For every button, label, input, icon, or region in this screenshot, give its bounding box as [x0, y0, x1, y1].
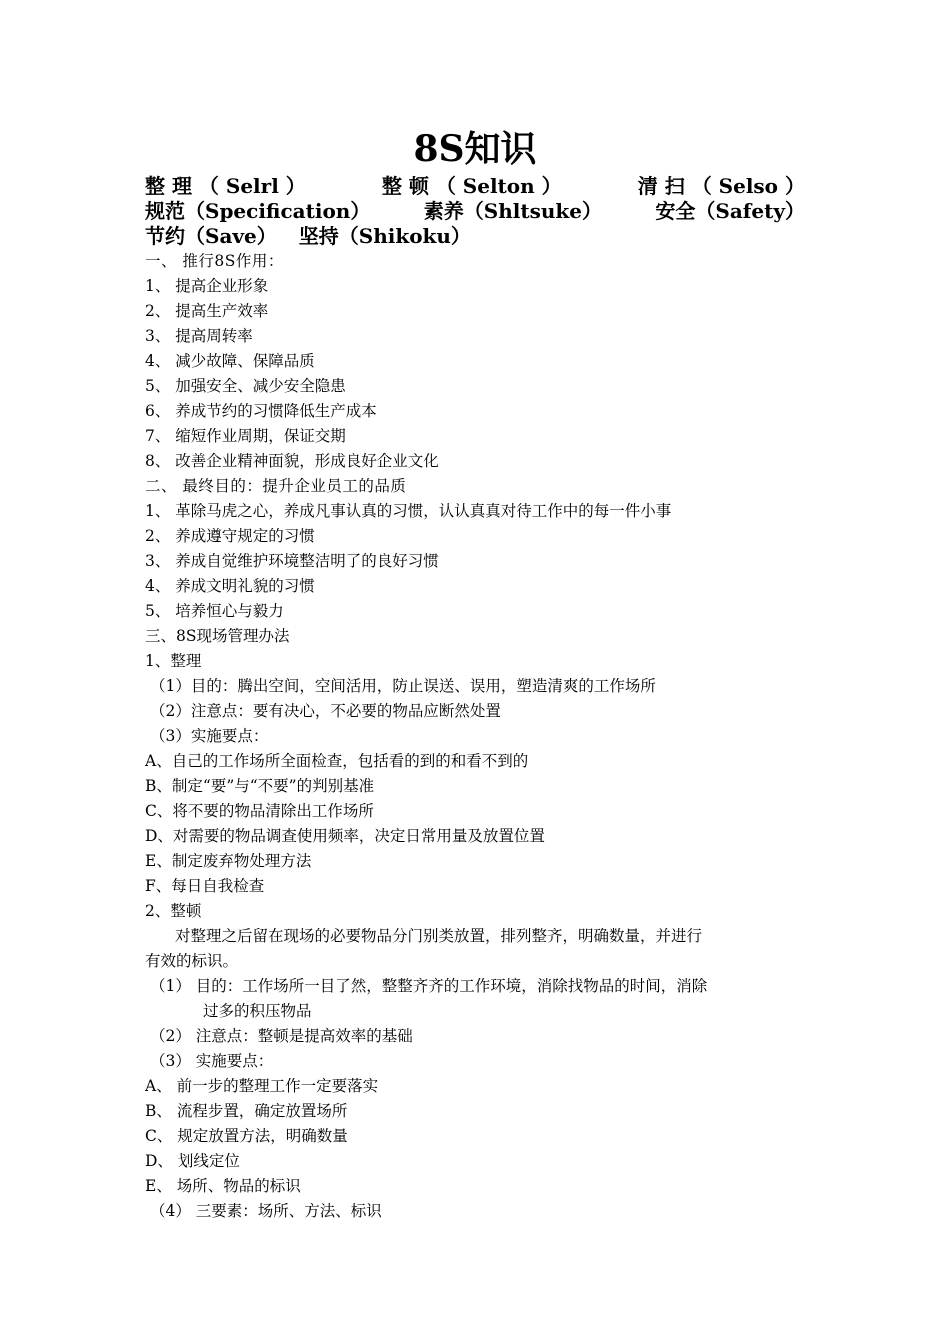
list-item: E、 场所、物品的标识 — [145, 1177, 301, 1195]
list-item: （2） 注意点：整顿是提高效率的基础 — [150, 1027, 413, 1045]
list-item: 6、 养成节约的习惯降低生产成本 — [145, 402, 377, 420]
section-heading: 三、8S现场管理办法 — [145, 627, 290, 645]
subsection-heading: 1、整理 — [145, 652, 202, 670]
list-item: 8、 改善企业精神面貌，形成良好企业文化 — [145, 452, 439, 470]
list-item-continuation: 过多的积压物品 — [203, 1002, 312, 1020]
list-item: 5、 加强安全、减少安全隐患 — [145, 377, 346, 395]
header-row-3 — [145, 224, 805, 249]
list-item: （1） 目的：工作场所一目了然，整整齐齐的工作环境，消除找物品的时间，消除 — [150, 977, 708, 995]
list-item: （4） 三要素：场所、方法、标识 — [150, 1202, 382, 1220]
header-term: 素养（Shltsuke） — [423, 199, 602, 223]
list-item: D、 划线定位 — [145, 1152, 240, 1170]
list-item: B、 流程步置，确定放置场所 — [145, 1102, 348, 1120]
list-item: 1、 提高企业形象 — [145, 277, 269, 295]
list-item: 4、 养成文明礼貌的习惯 — [145, 577, 315, 595]
list-item: A、 前一步的整理工作一定要落实 — [145, 1077, 379, 1095]
header-term: 规范（Specification） — [145, 199, 371, 223]
list-item: C、将不要的物品清除出工作场所 — [145, 802, 374, 820]
list-item: 5、 培养恒心与毅力 — [145, 602, 284, 620]
header-term: 节约（Save） — [145, 224, 277, 248]
list-item: 2、 提高生产效率 — [145, 302, 269, 320]
subsection-heading: 2、整顿 — [145, 902, 202, 920]
list-item: （2）注意点：要有决心，不必要的物品应断然处置 — [150, 702, 501, 720]
document-title: 8S知识 — [413, 128, 537, 170]
header-term: 清 扫 （ Selso ） — [637, 174, 805, 198]
list-item: 3、 提高周转率 — [145, 327, 253, 345]
section-heading: 二、 最终目的：提升企业员工的品质 — [145, 477, 407, 495]
list-item: D、对需要的物品调查使用频率，决定日常用量及放置位置 — [145, 827, 545, 845]
paragraph-line: 对整理之后留在现场的必要物品分门别类放置，排列整齐，明确数量，并进行 — [175, 927, 703, 945]
list-item: （1）目的：腾出空间，空间活用，防止误送、误用，塑造清爽的工作场所 — [150, 677, 656, 695]
list-item: F、每日自我检查 — [145, 877, 265, 895]
list-item: 1、 革除马虎之心，养成凡事认真的习惯，认认真真对待工作中的每一件小事 — [145, 502, 672, 520]
list-item: （3）实施要点： — [150, 727, 269, 745]
list-item: C、 规定放置方法，明确数量 — [145, 1127, 348, 1145]
header-term: 整 顿 （ Selton ） — [381, 174, 562, 198]
list-item: 7、 缩短作业周期，保证交期 — [145, 427, 346, 445]
list-item: A、自己的工作场所全面检查，包括看的到的和看不到的 — [145, 752, 529, 770]
list-item: B、制定“要”与“不要”的判别基准 — [145, 777, 375, 795]
list-item: E、制定废弃物处理方法 — [145, 852, 312, 870]
list-item: （3） 实施要点： — [150, 1052, 274, 1070]
header-term: 坚持（Shikoku） — [298, 224, 471, 248]
list-item: 3、 养成自觉维护环境整洁明了的良好习惯 — [145, 552, 439, 570]
paragraph-line: 有效的标识。 — [145, 952, 239, 970]
header-term: 整 理 （ Selrl ） — [145, 174, 306, 198]
list-item: 4、 减少故障、保障品质 — [145, 352, 315, 370]
header-row-2 — [145, 199, 805, 224]
header-row-1 — [145, 174, 805, 199]
list-item: 2、 养成遵守规定的习惯 — [145, 527, 315, 545]
header-term: 安全（Safety） — [655, 199, 805, 223]
section-heading: 一、 推行8S作用： — [145, 252, 284, 270]
